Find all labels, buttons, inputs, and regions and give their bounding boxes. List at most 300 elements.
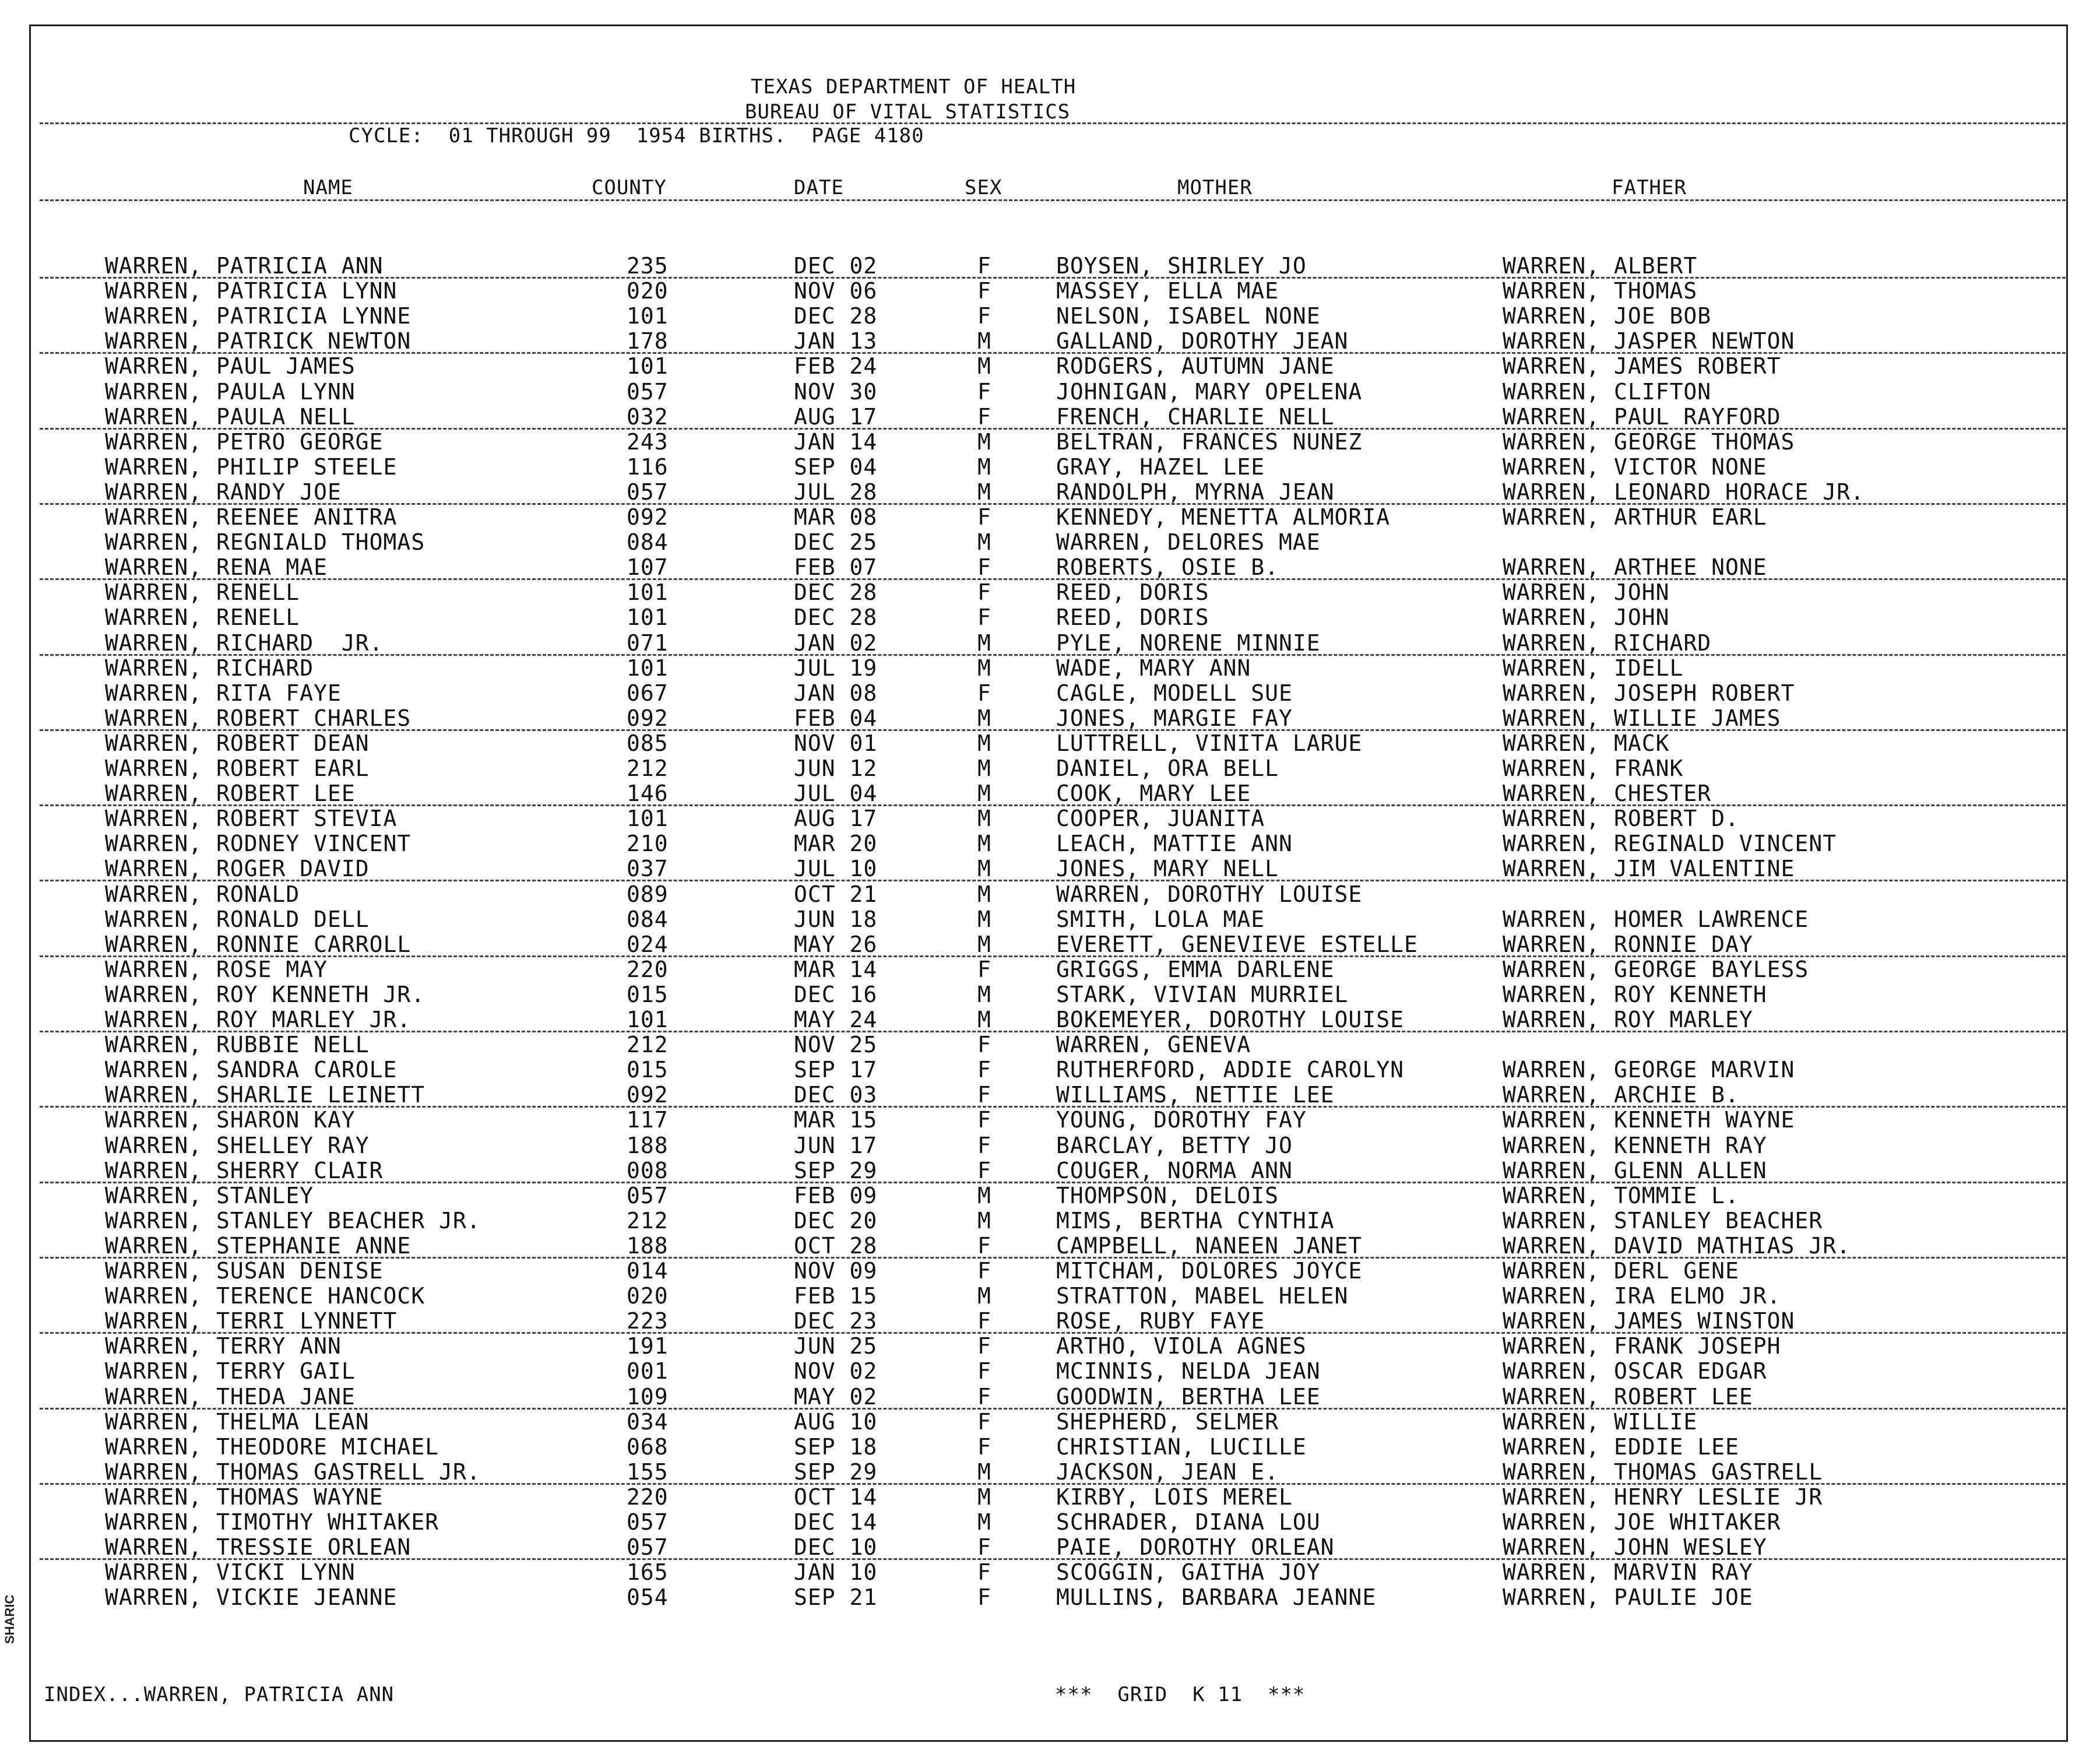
cell-mother: BOKEMEYER, DOROTHY LOUISE (1056, 1007, 1404, 1032)
cell-father: WARREN, IDELL (1503, 655, 1684, 681)
cell-county: 054 (627, 1584, 669, 1610)
cell-mother: COOPER, JUANITA (1056, 806, 1265, 831)
cell-county: 032 (627, 404, 669, 430)
cell-sex: M (977, 831, 991, 856)
cell-sex: M (977, 982, 991, 1007)
cell-mother: THOMPSON, DELOIS (1056, 1183, 1279, 1208)
cell-date: SEP 29 (794, 1158, 878, 1183)
cell-name: WARREN, PATRICIA LYNN (105, 278, 398, 304)
cell-sex: F (977, 605, 991, 630)
cell-county: 015 (627, 1057, 669, 1083)
table-row (0, 782, 2100, 807)
table-row (0, 330, 2100, 354)
cell-father: WARREN, VICTOR NONE (1503, 454, 1767, 480)
cell-date: SEP 04 (794, 454, 878, 480)
table-row (0, 958, 2100, 983)
cell-date: AUG 17 (794, 404, 878, 430)
cell-date: NOV 01 (794, 730, 878, 756)
cell-county: 037 (627, 856, 669, 881)
table-row (0, 381, 2100, 405)
cell-date: JAN 10 (794, 1559, 878, 1585)
cell-father: WARREN, FRANK JOSEPH (1503, 1333, 1781, 1359)
cell-father: WARREN, ROBERT D. (1503, 806, 1739, 831)
cell-county: 020 (627, 1283, 669, 1309)
cell-county: 020 (627, 278, 669, 304)
cell-name: WARREN, THEODORE MICHAEL (105, 1434, 439, 1460)
cell-father: WARREN, DERL GENE (1503, 1258, 1739, 1284)
table-row (0, 933, 2100, 958)
cell-date: MAY 02 (794, 1384, 878, 1410)
cell-father: WARREN, PAUL RAYFORD (1503, 404, 1781, 430)
cell-date: JAN 13 (794, 328, 878, 354)
cell-father: WARREN, HENRY LESLIE JR (1503, 1484, 1823, 1510)
table-row (0, 657, 2100, 681)
cell-county: 101 (627, 605, 669, 630)
cell-county: 188 (627, 1133, 669, 1158)
side-label: SHARIC (2, 1594, 17, 1644)
header-rule-top (40, 122, 2066, 124)
cell-date: NOV 25 (794, 1032, 878, 1057)
cell-father: WARREN, GEORGE MARVIN (1503, 1057, 1795, 1083)
table-row (0, 1210, 2100, 1234)
table-row (0, 556, 2100, 581)
table-row (0, 1134, 2100, 1159)
cell-father: WARREN, MACK (1503, 730, 1670, 756)
cell-date: MAR 14 (794, 957, 878, 982)
cell-sex: F (977, 579, 991, 605)
cell-date: DEC 14 (794, 1509, 878, 1535)
cell-name: WARREN, THEDA JANE (105, 1384, 356, 1410)
cell-mother: NELSON, ISABEL NONE (1056, 303, 1321, 329)
cell-father: WARREN, ROY KENNETH (1503, 982, 1767, 1007)
cell-county: 101 (627, 353, 669, 379)
cell-mother: ROSE, RUBY FAYE (1056, 1308, 1265, 1334)
cell-mother: WARREN, GENEVA (1056, 1032, 1251, 1057)
cell-mother: COOK, MARY LEE (1056, 781, 1251, 806)
cell-mother: RUTHERFORD, ADDIE CAROLYN (1056, 1057, 1404, 1083)
table-row (0, 1235, 2100, 1259)
cell-county: 068 (627, 1434, 669, 1460)
table-row (0, 1335, 2100, 1359)
cell-father: WARREN, JOE WHITAKER (1503, 1509, 1781, 1535)
cell-county: 220 (627, 957, 669, 982)
cell-name: WARREN, ROSE MAY (105, 957, 328, 982)
cell-sex: F (977, 1434, 991, 1460)
cell-sex: F (977, 1158, 991, 1183)
cell-name: WARREN, SHARON KAY (105, 1107, 356, 1133)
cell-date: MAY 24 (794, 1007, 878, 1032)
cell-county: 057 (627, 379, 669, 405)
cell-county: 092 (627, 705, 669, 731)
cell-father: WARREN, GEORGE THOMAS (1503, 429, 1795, 455)
cell-sex: M (977, 1283, 991, 1309)
cell-sex: F (977, 1584, 991, 1610)
cell-father: WARREN, JOHN (1503, 579, 1670, 605)
cell-name: WARREN, PAULA LYNN (105, 379, 356, 405)
table-row (0, 606, 2100, 631)
cell-sex: F (977, 1534, 991, 1560)
table-row (0, 1461, 2100, 1485)
cell-sex: M (977, 932, 991, 957)
column-header-county: COUNTY (592, 176, 667, 199)
row-rule (40, 1182, 2066, 1183)
cell-father: WARREN, CLIFTON (1503, 379, 1712, 405)
cell-mother: CHRISTIAN, LUCILLE (1056, 1434, 1307, 1460)
cell-name: WARREN, REENEE ANITRA (105, 504, 398, 530)
cell-father: WARREN, WILLIE JAMES (1503, 705, 1781, 731)
cell-name: WARREN, RICHARD (105, 655, 314, 681)
cell-county: 178 (627, 328, 669, 354)
cell-name: WARREN, THELMA LEAN (105, 1409, 370, 1435)
cell-father: WARREN, KENNETH WAYNE (1503, 1107, 1795, 1133)
cell-sex: F (977, 253, 991, 279)
cell-county: 101 (627, 655, 669, 681)
cell-sex: M (977, 705, 991, 731)
cell-mother: PAIE, DOROTHY ORLEAN (1056, 1534, 1335, 1560)
cell-date: DEC 02 (794, 253, 878, 279)
cell-date: SEP 17 (794, 1057, 878, 1083)
cell-father: WARREN, GEORGE BAYLESS (1503, 957, 1809, 982)
table-row (0, 682, 2100, 707)
cell-sex: F (977, 1107, 991, 1133)
table-row (0, 406, 2100, 430)
cell-county: 212 (627, 1032, 669, 1057)
table-row (0, 1511, 2100, 1535)
cell-sex: M (977, 1484, 991, 1510)
cell-sex: F (977, 554, 991, 580)
cell-mother: EVERETT, GENEVIEVE ESTELLE (1056, 932, 1418, 957)
cell-sex: F (977, 1032, 991, 1057)
cell-father: WARREN, JAMES ROBERT (1503, 353, 1781, 379)
cell-county: 188 (627, 1233, 669, 1259)
cell-date: SEP 21 (794, 1584, 878, 1610)
table-row (0, 581, 2100, 606)
cell-sex: M (977, 1208, 991, 1234)
cell-sex: F (977, 680, 991, 706)
table-row (0, 858, 2100, 882)
cell-name: WARREN, TERRY ANN (105, 1333, 342, 1359)
table-row (0, 1084, 2100, 1108)
cell-mother: RANDOLPH, MYRNA JEAN (1056, 479, 1335, 505)
cell-mother: BELTRAN, FRANCES NUNEZ (1056, 429, 1363, 455)
cell-date: FEB 07 (794, 554, 878, 580)
cell-father: WARREN, DAVID MATHIAS JR. (1503, 1233, 1851, 1259)
cell-sex: F (977, 1409, 991, 1435)
cell-sex: F (977, 1358, 991, 1384)
row-rule (40, 880, 2066, 881)
cell-date: DEC 16 (794, 982, 878, 1007)
cell-sex: M (977, 1459, 991, 1485)
cell-sex: F (977, 1308, 991, 1334)
cell-county: 092 (627, 504, 669, 530)
cell-county: 220 (627, 1484, 669, 1510)
cell-name: WARREN, PATRICK NEWTON (105, 328, 411, 354)
cell-mother: WARREN, DOROTHY LOUISE (1056, 881, 1363, 907)
cell-sex: M (977, 353, 991, 379)
cell-mother: PYLE, NORENE MINNIE (1056, 630, 1321, 656)
cell-name: WARREN, TERENCE HANCOCK (105, 1283, 425, 1309)
cell-mother: SCOGGIN, GAITHA JOY (1056, 1559, 1321, 1585)
cell-date: DEC 28 (794, 605, 878, 630)
cell-sex: M (977, 730, 991, 756)
cell-father: WARREN, JOHN (1503, 605, 1670, 630)
table-row (0, 1411, 2100, 1435)
cell-county: 057 (627, 1183, 669, 1208)
cell-name: WARREN, RENELL (105, 579, 300, 605)
cell-mother: JACKSON, JEAN E. (1056, 1459, 1279, 1485)
cell-name: WARREN, VICKI LYNN (105, 1559, 356, 1585)
cell-name: WARREN, ROBERT LEE (105, 781, 356, 806)
cell-mother: JONES, MARY NELL (1056, 856, 1279, 881)
cell-date: MAR 15 (794, 1107, 878, 1133)
cell-sex: M (977, 755, 991, 781)
cell-father: WARREN, LEONARD HORACE JR. (1503, 479, 1865, 505)
table-row (0, 732, 2100, 757)
cell-date: JUN 17 (794, 1133, 878, 1158)
footer-index: INDEX...WARREN, PATRICIA ANN (44, 1683, 395, 1706)
cell-father: WARREN, EDDIE LEE (1503, 1434, 1739, 1460)
cell-county: 057 (627, 1534, 669, 1560)
cell-county: 034 (627, 1409, 669, 1435)
cell-father: WARREN, REGINALD VINCENT (1503, 831, 1837, 856)
cell-mother: KENNEDY, MENETTA ALMORIA (1056, 504, 1391, 530)
cell-sex: M (977, 630, 991, 656)
cell-mother: SMITH, LOLA MAE (1056, 906, 1265, 932)
table-row (0, 1109, 2100, 1133)
table-row (0, 506, 2100, 530)
cell-date: DEC 25 (794, 529, 878, 555)
cell-county: 057 (627, 479, 669, 505)
cell-date: JUN 25 (794, 1333, 878, 1359)
cell-father: WARREN, THOMAS GASTRELL (1503, 1459, 1823, 1485)
cell-county: 210 (627, 831, 669, 856)
cell-father: WARREN, OSCAR EDGAR (1503, 1358, 1767, 1384)
cell-mother: SHEPHERD, SELMER (1056, 1409, 1279, 1435)
cell-date: JAN 14 (794, 429, 878, 455)
cell-county: 155 (627, 1459, 669, 1485)
table-row (0, 1536, 2100, 1561)
cell-county: 071 (627, 630, 669, 656)
table-row (0, 632, 2100, 656)
cell-sex: M (977, 328, 991, 354)
cell-name: WARREN, STEPHANIE ANNE (105, 1233, 411, 1259)
cell-name: WARREN, RICHARD JR. (105, 630, 384, 656)
cell-date: DEC 03 (794, 1082, 878, 1108)
header-bureau: BUREAU OF VITAL STATISTICS (745, 100, 1071, 124)
column-header-father: FATHER (1612, 176, 1687, 199)
cell-date: OCT 14 (794, 1484, 878, 1510)
cell-father: WARREN, STANLEY BEACHER (1503, 1208, 1823, 1234)
cell-county: 067 (627, 680, 669, 706)
cell-county: 008 (627, 1158, 669, 1183)
cell-father: WARREN, JASPER NEWTON (1503, 328, 1795, 354)
cell-date: NOV 30 (794, 379, 878, 405)
cell-county: 212 (627, 755, 669, 781)
table-row (0, 1386, 2100, 1410)
cell-father: WARREN, ARTHUR EARL (1503, 504, 1767, 530)
cell-name: WARREN, VICKIE JEANNE (105, 1584, 398, 1610)
table-row (0, 305, 2100, 329)
cell-father: WARREN, KENNETH RAY (1503, 1133, 1767, 1158)
cell-name: WARREN, ROBERT CHARLES (105, 705, 411, 731)
cell-father: WARREN, HOMER LAWRENCE (1503, 906, 1809, 932)
cell-name: WARREN, ROBERT EARL (105, 755, 370, 781)
cell-date: FEB 15 (794, 1283, 878, 1309)
table-row (0, 1360, 2100, 1384)
cell-name: WARREN, SANDRA CAROLE (105, 1057, 398, 1083)
cell-mother: ARTHO, VIOLA AGNES (1056, 1333, 1307, 1359)
cell-date: NOV 09 (794, 1258, 878, 1284)
cell-sex: M (977, 906, 991, 932)
cell-date: SEP 29 (794, 1459, 878, 1485)
cell-father: WARREN, WILLIE (1503, 1409, 1698, 1435)
row-rule (40, 654, 2066, 656)
cell-county: 107 (627, 554, 669, 580)
cell-mother: LEACH, MATTIE ANN (1056, 831, 1293, 856)
cell-name: WARREN, RONALD (105, 881, 300, 907)
cell-father: WARREN, FRANK (1503, 755, 1684, 781)
cell-mother: MITCHAM, DOLORES JOYCE (1056, 1258, 1363, 1284)
cell-mother: JONES, MARGIE FAY (1056, 705, 1293, 731)
cell-father: WARREN, THOMAS (1503, 278, 1698, 304)
cell-name: WARREN, PAUL JAMES (105, 353, 356, 379)
table-row (0, 255, 2100, 279)
cell-county: 085 (627, 730, 669, 756)
cell-sex: M (977, 781, 991, 806)
cell-father: WARREN, ALBERT (1503, 253, 1698, 279)
table-row (0, 1008, 2100, 1033)
cell-date: NOV 02 (794, 1358, 878, 1384)
cell-sex: F (977, 379, 991, 405)
cell-county: 235 (627, 253, 669, 279)
cell-sex: F (977, 1082, 991, 1108)
cell-name: WARREN, SHARLIE LEINETT (105, 1082, 425, 1108)
cell-county: 001 (627, 1358, 669, 1384)
table-row (0, 355, 2100, 379)
cell-county: 092 (627, 1082, 669, 1108)
cell-father: WARREN, RONNIE DAY (1503, 932, 1753, 957)
cell-county: 084 (627, 529, 669, 555)
cell-mother: MASSEY, ELLA MAE (1056, 278, 1279, 304)
header-title: TEXAS DEPARTMENT OF HEALTH (751, 75, 1077, 99)
cell-mother: RODGERS, AUTUMN JANE (1056, 353, 1335, 379)
cell-sex: F (977, 1233, 991, 1259)
cell-county: 117 (627, 1107, 669, 1133)
column-header-date: DATE (794, 176, 844, 199)
cell-date: MAR 08 (794, 504, 878, 530)
cell-county: 015 (627, 982, 669, 1007)
cell-name: WARREN, PAULA NELL (105, 404, 356, 430)
table-row (0, 1285, 2100, 1309)
cell-name: WARREN, RENA MAE (105, 554, 328, 580)
cell-mother: WILLIAMS, NETTIE LEE (1056, 1082, 1335, 1108)
cell-mother: SCHRADER, DIANA LOU (1056, 1509, 1321, 1535)
cell-name: WARREN, RITA FAYE (105, 680, 342, 706)
cell-name: WARREN, RODNEY VINCENT (105, 831, 411, 856)
cell-date: JAN 08 (794, 680, 878, 706)
cell-mother: BOYSEN, SHIRLEY JO (1056, 253, 1307, 279)
cell-date: FEB 04 (794, 705, 878, 731)
cell-sex: F (977, 504, 991, 530)
cell-date: JUL 10 (794, 856, 878, 881)
table-row (0, 431, 2100, 455)
cell-name: WARREN, RUBBIE NELL (105, 1032, 370, 1057)
cell-name: WARREN, SHERRY CLAIR (105, 1158, 384, 1183)
cell-date: MAR 20 (794, 831, 878, 856)
cell-sex: M (977, 881, 991, 907)
cell-sex: F (977, 1258, 991, 1284)
cell-name: WARREN, SHELLEY RAY (105, 1133, 370, 1158)
table-row (0, 1159, 2100, 1184)
cell-name: WARREN, PATRICIA ANN (105, 253, 384, 279)
table-row (0, 832, 2100, 857)
cell-county: 084 (627, 906, 669, 932)
table-row (0, 707, 2100, 732)
cell-sex: M (977, 856, 991, 881)
cell-date: MAY 26 (794, 932, 878, 957)
cell-mother: LUTTRELL, VINITA LARUE (1056, 730, 1363, 756)
cell-father: WARREN, ARTHEE NONE (1503, 554, 1767, 580)
cell-father: WARREN, IRA ELMO JR. (1503, 1283, 1781, 1309)
cell-name: WARREN, PHILIP STEELE (105, 454, 398, 480)
cell-father: WARREN, RICHARD (1503, 630, 1712, 656)
cell-sex: F (977, 1133, 991, 1158)
cell-sex: F (977, 1559, 991, 1585)
cell-date: AUG 17 (794, 806, 878, 831)
header-cycle: CYCLE: 01 THROUGH 99 1954 BIRTHS. PAGE 4180 (349, 124, 924, 147)
cell-sex: M (977, 529, 991, 555)
cell-county: 146 (627, 781, 669, 806)
cell-father: WARREN, PAULIE JOE (1503, 1584, 1753, 1610)
cell-county: 165 (627, 1559, 669, 1585)
cell-sex: M (977, 479, 991, 505)
cell-father: WARREN, JOHN WESLEY (1503, 1534, 1767, 1560)
cell-sex: F (977, 957, 991, 982)
cell-name: WARREN, RONNIE CARROLL (105, 932, 411, 957)
cell-date: NOV 06 (794, 278, 878, 304)
cell-sex: M (977, 1007, 991, 1032)
cell-county: 243 (627, 429, 669, 455)
cell-date: SEP 18 (794, 1434, 878, 1460)
cell-name: WARREN, ROY KENNETH JR. (105, 982, 425, 1007)
column-header-mother: MOTHER (1177, 176, 1253, 199)
cell-name: WARREN, ROY MARLEY JR. (105, 1007, 411, 1032)
cell-date: DEC 28 (794, 303, 878, 329)
table-row (0, 1185, 2100, 1209)
cell-name: WARREN, ROBERT STEVIA (105, 806, 398, 831)
table-row (0, 883, 2100, 908)
cell-mother: CAMPBELL, NANEEN JANET (1056, 1233, 1363, 1259)
cell-name: WARREN, STANLEY (105, 1183, 314, 1208)
table-row (0, 1486, 2100, 1510)
cell-mother: STARK, VIVIAN MURRIEL (1056, 982, 1349, 1007)
cell-mother: JOHNIGAN, MARY OPELENA (1056, 379, 1363, 405)
table-row (0, 531, 2100, 556)
cell-father: WARREN, JOSEPH ROBERT (1503, 680, 1795, 706)
table-row (0, 983, 2100, 1008)
cell-father: WARREN, TOMMIE L. (1503, 1183, 1739, 1208)
cell-county: 101 (627, 806, 669, 831)
cell-date: OCT 28 (794, 1233, 878, 1259)
cell-county: 212 (627, 1208, 669, 1234)
cell-date: JAN 02 (794, 630, 878, 656)
cell-mother: ROBERTS, OSIE B. (1056, 554, 1279, 580)
cell-sex: F (977, 303, 991, 329)
cell-sex: F (977, 278, 991, 304)
footer-grid: *** GRID K 11 *** (1055, 1683, 1306, 1706)
cell-mother: GALLAND, DOROTHY JEAN (1056, 328, 1349, 354)
cell-mother: WADE, MARY ANN (1056, 655, 1251, 681)
